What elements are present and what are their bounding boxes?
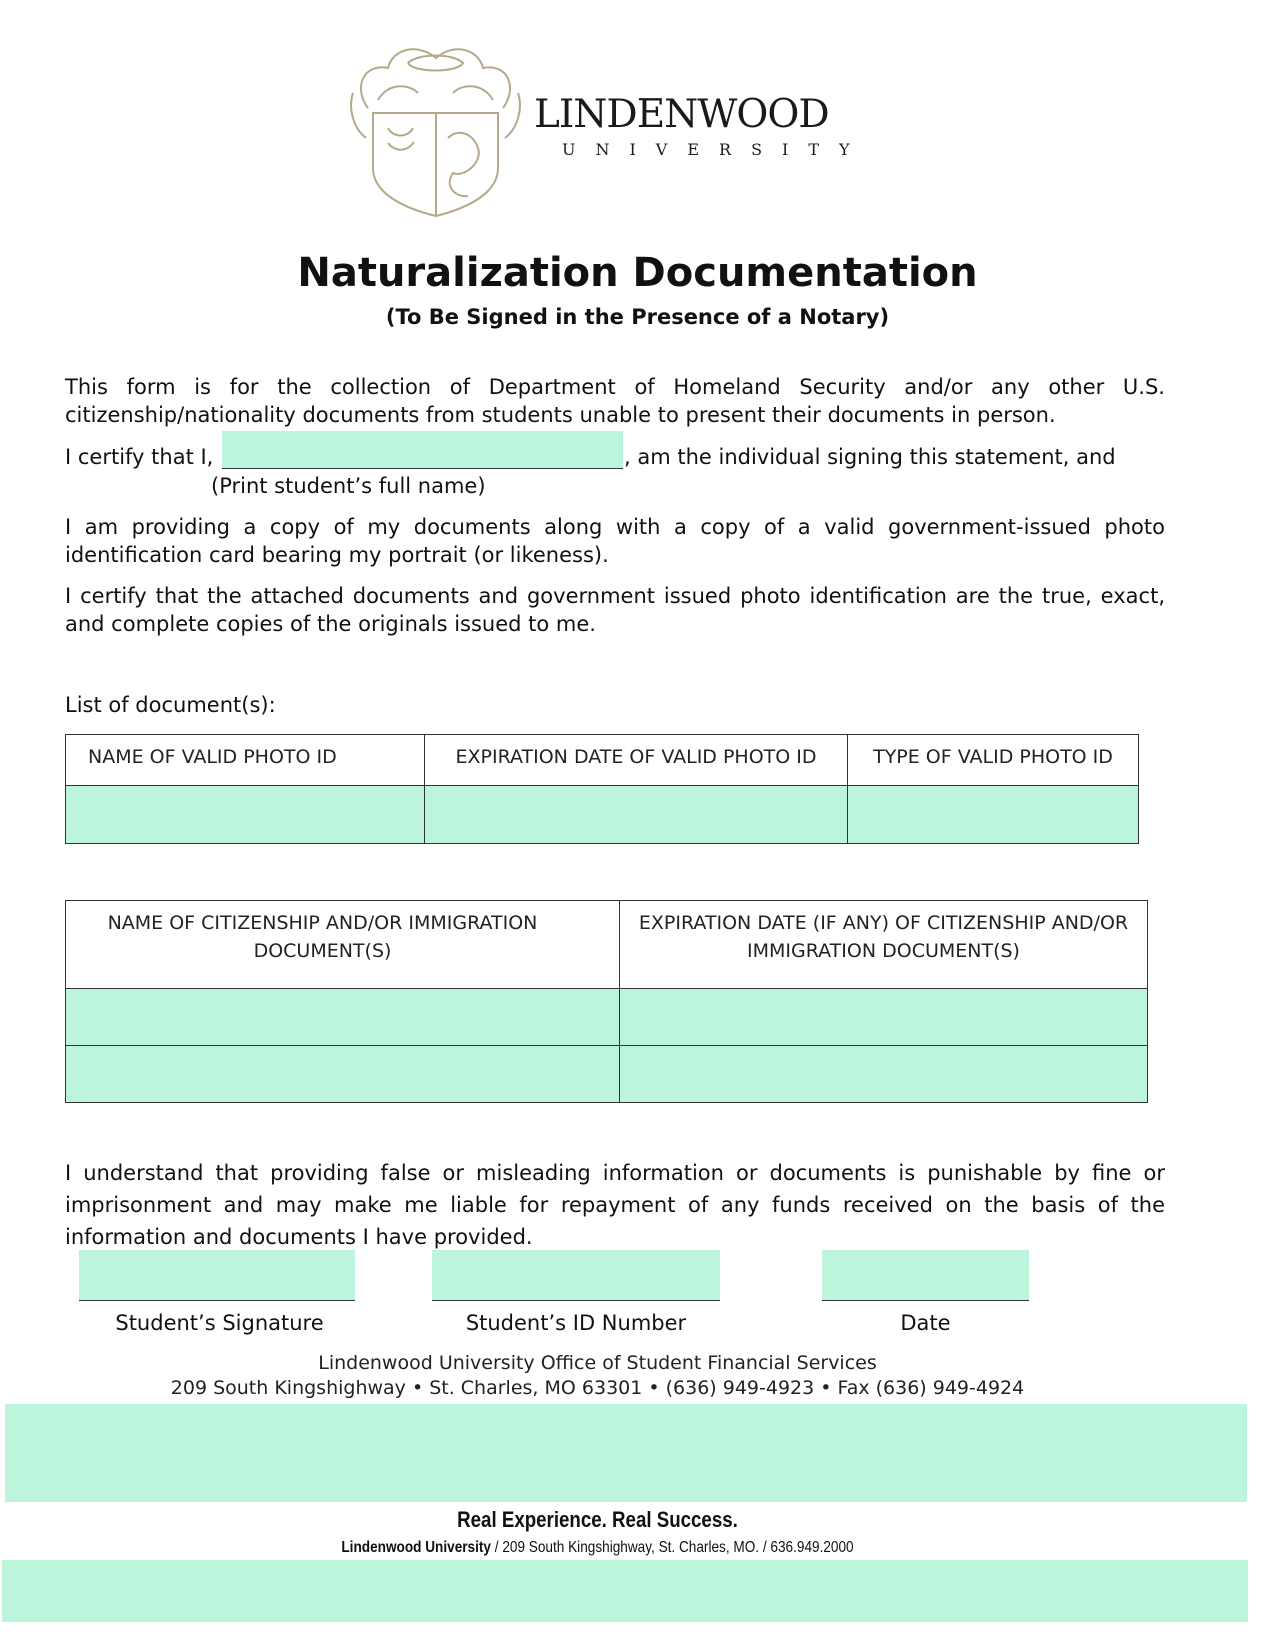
notary-fill-area[interactable] (5, 1404, 1247, 1502)
warning-paragraph: I understand that providing false or misleading information or documents is punishable by fine or imprisonment and may make me liable for repayment of any funds received on the basis of the information and documents I have provided. (65, 1161, 1165, 1249)
header-cell: NAME OF VALID PHOTO ID (66, 735, 425, 786)
table-row (66, 786, 1139, 844)
footer-address: / 209 South Kingshighway, St. Charles, MO. / 636.949.2000 (490, 1539, 854, 1556)
documents-list-label: List of document(s): (65, 693, 276, 717)
footer-tagline: Real Experience. Real Success. (457, 1507, 738, 1532)
office-address: 209 South Kingshighway • St. Charles, MO 63301 • (636) 949-4923 • Fax (636) 949-4924 (170, 1377, 1025, 1399)
form-subtitle: (To Be Signed in the Presence of a Notary) (385, 305, 890, 329)
intro-paragraph: This form is for the collection of Department of Homeland Security and/or any other U.S. citizenship/nationality documents from students unable to present their documents in person. (65, 375, 1165, 427)
date-label: Date (900, 1311, 951, 1335)
photo-id-type-cell[interactable] (848, 786, 1139, 844)
table-row (66, 1046, 1148, 1103)
photo-id-name-cell[interactable] (66, 786, 425, 844)
university-wordmark: LINDENWOOD (534, 92, 829, 137)
header-cell: NAME OF CITIZENSHIP AND/OR IMMIGRATION DOCUMENT(S) (66, 901, 620, 989)
name-hint: (Print student’s full name) (211, 474, 486, 498)
table-header-row (66, 735, 1139, 786)
citizenship-doc-expiration-cell[interactable] (620, 1046, 1148, 1103)
signature-label: Student’s Signature (115, 1311, 324, 1335)
attached-paragraph: I certify that the attached documents and government issued photo identification are the true, exact, and complete copies of the originals issued to me. (65, 584, 1165, 636)
office-name: Lindenwood University Office of Student Financial Services (318, 1352, 877, 1374)
university-crest-logo (348, 38, 523, 220)
footer-university: Lindenwood University (341, 1539, 491, 1556)
student-id-field[interactable] (432, 1250, 720, 1301)
footer-address-line (56, 1539, 1140, 1557)
form-title: Naturalization Documentation (297, 250, 978, 296)
student-signature-field[interactable] (79, 1250, 355, 1301)
student-name-field[interactable] (222, 431, 623, 469)
citizenship-table (65, 900, 1148, 1103)
university-wordmark-sub: UNIVERSITY (562, 140, 870, 159)
table-header-row (66, 901, 1148, 989)
student-id-label: Student’s ID Number (465, 1311, 687, 1335)
citizenship-doc-expiration-cell[interactable] (620, 989, 1148, 1046)
certify-suffix: , am the individual signing this statement, and (624, 445, 1116, 469)
photo-id-expiration-cell[interactable] (425, 786, 848, 844)
providing-paragraph: I am providing a copy of my documents along with a copy of a valid government-issued photo identification card bearing my portrait (or likeness). (65, 515, 1165, 567)
citizenship-doc-name-cell[interactable] (66, 1046, 620, 1103)
date-field[interactable] (822, 1250, 1029, 1301)
table-row (66, 989, 1148, 1046)
photo-id-table (65, 734, 1139, 844)
certify-prefix: I certify that I, (65, 445, 214, 469)
header-cell: EXPIRATION DATE OF VALID PHOTO ID (425, 735, 848, 786)
header-cell: TYPE OF VALID PHOTO ID (848, 735, 1139, 786)
header-cell: EXPIRATION DATE (IF ANY) OF CITIZENSHIP AND/OR IMMIGRATION DOCUMENT(S) (620, 901, 1148, 989)
bottom-fill-area[interactable] (2, 1560, 1248, 1622)
citizenship-doc-name-cell[interactable] (66, 989, 620, 1046)
